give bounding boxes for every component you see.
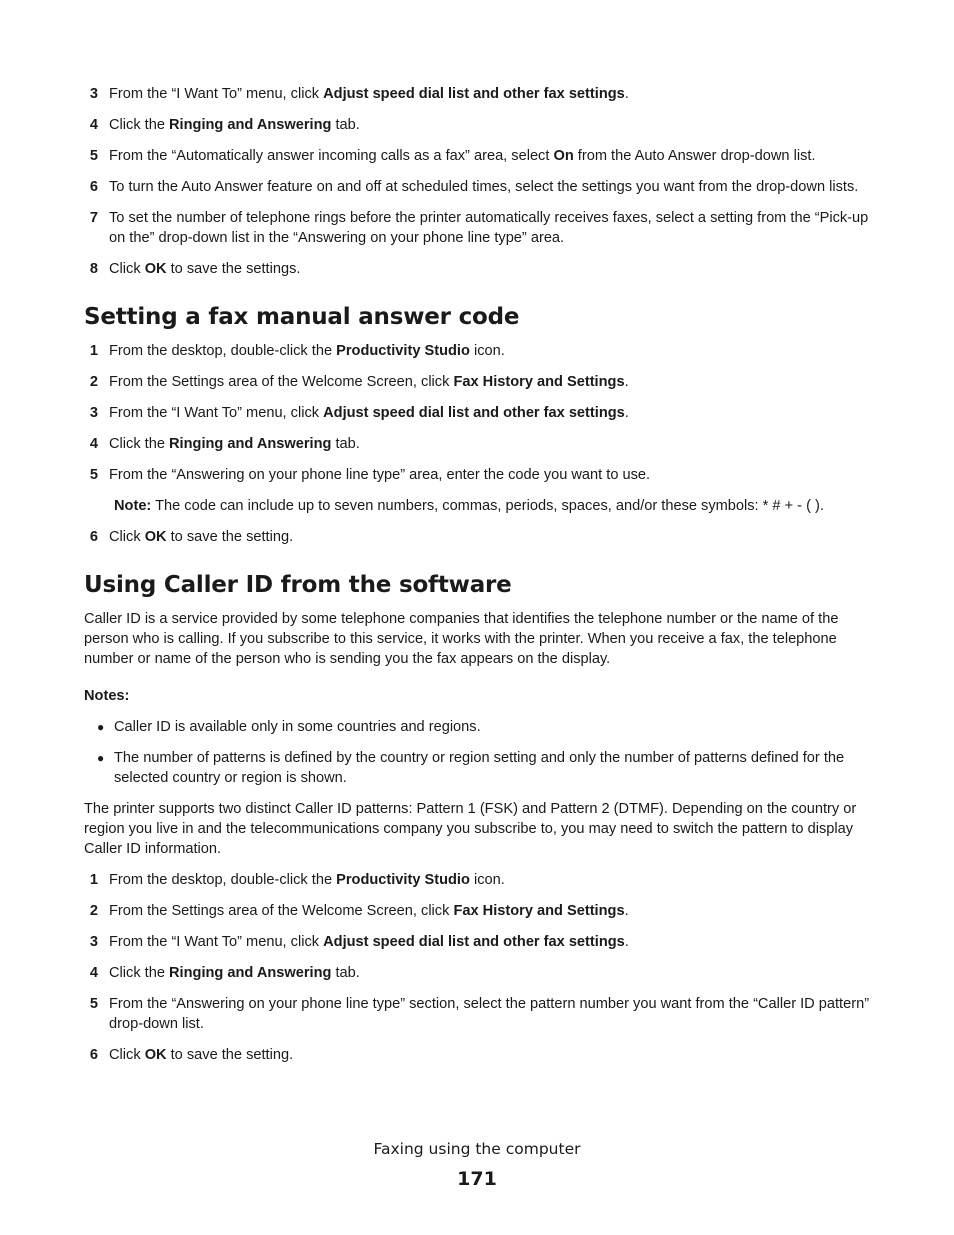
notes-label: Notes:: [84, 688, 130, 704]
step-number: 4: [89, 436, 98, 452]
page-content: [84, 84, 874, 1076]
step-text: [109, 261, 300, 277]
step-item: [84, 963, 874, 983]
bullet-dot-icon: ●: [97, 720, 105, 734]
step-item: [84, 403, 874, 423]
step-text: [109, 872, 505, 888]
page-footer: [0, 1138, 954, 1192]
note: [114, 496, 874, 516]
step-item: [84, 465, 874, 485]
step-text-run: tab.: [331, 117, 360, 133]
note-label: Note:: [114, 498, 152, 514]
step-text-run: From the “I Want To” menu, click: [109, 405, 324, 421]
step-text-run: icon.: [469, 343, 505, 359]
step-number: 4: [89, 965, 98, 981]
step-item: [84, 994, 874, 1034]
step-text-bold: Adjust speed dial list and other fax settings: [323, 934, 625, 950]
step-text-bold: Productivity Studio: [336, 343, 470, 359]
step-text-bold: Ringing and Answering: [169, 117, 332, 133]
step-item: [84, 1045, 874, 1065]
manual-answer-code-last-step: [84, 527, 874, 547]
step-item: [84, 146, 874, 166]
step-text-run: From the Settings area of the Welcome Screen, click: [109, 903, 454, 919]
bullet-item: [84, 748, 874, 788]
step-number: 4: [89, 117, 98, 133]
step-text: [109, 965, 360, 981]
step-number: 1: [89, 343, 98, 359]
manual-answer-code-steps: [84, 341, 874, 485]
step-item: [84, 177, 874, 197]
caller-id-intro: Caller ID is a service provided by some telephone companies that identifies the telephone number or the name of the person who is calling. If you subscribe to this service, it works with the printer. When you receive a fax, the telephone number or name of the person who is sending you the fax appears on the display.: [84, 611, 839, 667]
step-text-bold: OK: [144, 261, 167, 277]
step-number: 3: [89, 86, 98, 102]
step-item: [84, 372, 874, 392]
step-text-run: to save the setting.: [166, 529, 294, 545]
step-text: [109, 86, 629, 102]
section-heading-caller-id: Using Caller ID from the software: [84, 572, 512, 598]
step-text-run: From the desktop, double-click the: [109, 872, 337, 888]
step-text: [109, 374, 629, 390]
step-number: 2: [89, 374, 98, 390]
step-item: [84, 901, 874, 921]
bullet-dot-icon: ●: [97, 751, 105, 765]
step-number: 3: [89, 405, 98, 421]
step-text: [109, 117, 360, 133]
step-text: [109, 436, 360, 452]
step-text-bold: Fax History and Settings: [453, 903, 625, 919]
step-text-run: From the “Automatically answer incoming calls as a fax” area, select: [109, 148, 554, 164]
step-text: [109, 467, 650, 483]
step-text-bold: Adjust speed dial list and other fax settings: [323, 86, 625, 102]
step-text-run: .: [624, 903, 629, 919]
step-text-run: To turn the Auto Answer feature on and off at scheduled times, select the settings you want from the drop-down lists.: [109, 179, 859, 195]
step-text-run: .: [624, 374, 629, 390]
step-text-run: Click the: [109, 117, 170, 133]
step-text-run: To set the number of telephone rings before the printer automatically receives faxes, select a setting from the “Pick-up on the” drop-down list in the “Answering on your phone line type” area.: [109, 210, 869, 246]
step-text: [109, 529, 293, 545]
footer-section-title: Faxing using the computer: [373, 1140, 581, 1158]
step-text-run: From the “Answering on your phone line type” section, select the pattern number you want from the “Caller ID pattern” drop-down list.: [109, 996, 870, 1032]
step-number: 8: [89, 261, 98, 277]
step-number: 7: [89, 210, 98, 226]
step-number: 6: [89, 529, 98, 545]
caller-id-steps: [84, 870, 874, 1065]
step-text: [109, 179, 858, 195]
step-text-run: From the “Answering on your phone line type” area, enter the code you want to use.: [109, 467, 651, 483]
step-item: [84, 259, 874, 279]
step-item: [84, 870, 874, 890]
step-number: 5: [89, 996, 98, 1012]
step-text-run: .: [624, 405, 629, 421]
top-steps-list: [84, 84, 874, 279]
step-text-run: Click: [109, 261, 145, 277]
step-text: [109, 210, 868, 246]
step-item: [84, 84, 874, 104]
step-text: [109, 405, 629, 421]
step-item: [84, 932, 874, 952]
step-number: 6: [89, 179, 98, 195]
notes-bullet-list: [84, 717, 874, 788]
step-number: 3: [89, 934, 98, 950]
step-text-bold: OK: [144, 1047, 167, 1063]
step-text-bold: On: [553, 148, 574, 164]
step-text-run: to save the settings.: [166, 261, 301, 277]
bullet-text: The number of patterns is defined by the country or region setting and only the number of patterns defined for the selected country or region is shown.: [114, 750, 845, 786]
step-item: [84, 434, 874, 454]
step-text-run: From the “I Want To” menu, click: [109, 934, 324, 950]
step-text-run: .: [624, 86, 629, 102]
step-text-run: from the Auto Answer drop-down list.: [573, 148, 816, 164]
step-text-run: From the “I Want To” menu, click: [109, 86, 324, 102]
step-text-run: tab.: [331, 965, 360, 981]
step-text-run: tab.: [331, 436, 360, 452]
step-number: 1: [89, 872, 98, 888]
bullet-item: [84, 717, 874, 737]
step-text-run: From the Settings area of the Welcome Screen, click: [109, 374, 454, 390]
bullet-text: Caller ID is available only in some countries and regions.: [114, 719, 481, 735]
step-text-bold: OK: [144, 529, 167, 545]
step-item: [84, 341, 874, 361]
step-text: [109, 996, 869, 1032]
step-item: [84, 208, 874, 248]
step-number: 2: [89, 903, 98, 919]
step-text: [109, 1047, 293, 1063]
step-text: [109, 934, 629, 950]
step-item: [84, 527, 874, 547]
step-text: [109, 343, 505, 359]
step-text-bold: Productivity Studio: [336, 872, 470, 888]
step-text-run: Click the: [109, 965, 170, 981]
step-number: 6: [89, 1047, 98, 1063]
step-text-bold: Ringing and Answering: [169, 965, 332, 981]
step-number: 5: [89, 148, 98, 164]
step-text-bold: Fax History and Settings: [453, 374, 625, 390]
step-text-run: Click: [109, 1047, 145, 1063]
step-text-run: to save the setting.: [166, 1047, 294, 1063]
step-text-run: icon.: [469, 872, 505, 888]
step-text-bold: Ringing and Answering: [169, 436, 332, 452]
step-text-run: Click the: [109, 436, 170, 452]
step-text-run: .: [624, 934, 629, 950]
page-number: 171: [457, 1168, 497, 1190]
step-number: 5: [89, 467, 98, 483]
step-text-run: From the desktop, double-click the: [109, 343, 337, 359]
section-heading-manual-answer-code: Setting a fax manual answer code: [84, 304, 520, 330]
step-text: [109, 903, 629, 919]
step-text-run: Click: [109, 529, 145, 545]
step-item: [84, 115, 874, 135]
step-text-bold: Adjust speed dial list and other fax settings: [323, 405, 625, 421]
note-text: The code can include up to seven numbers, commas, periods, spaces, and/or these symbols: * # + - ( ).: [151, 498, 824, 514]
caller-id-patterns-paragraph: The printer supports two distinct Caller ID patterns: Pattern 1 (FSK) and Pattern 2 (DTMF). Depending on the country or region you live in and the telecommunications company you subscribe to, you may need to switch the pattern to display Caller ID information.: [84, 801, 857, 857]
step-text: [109, 148, 815, 164]
